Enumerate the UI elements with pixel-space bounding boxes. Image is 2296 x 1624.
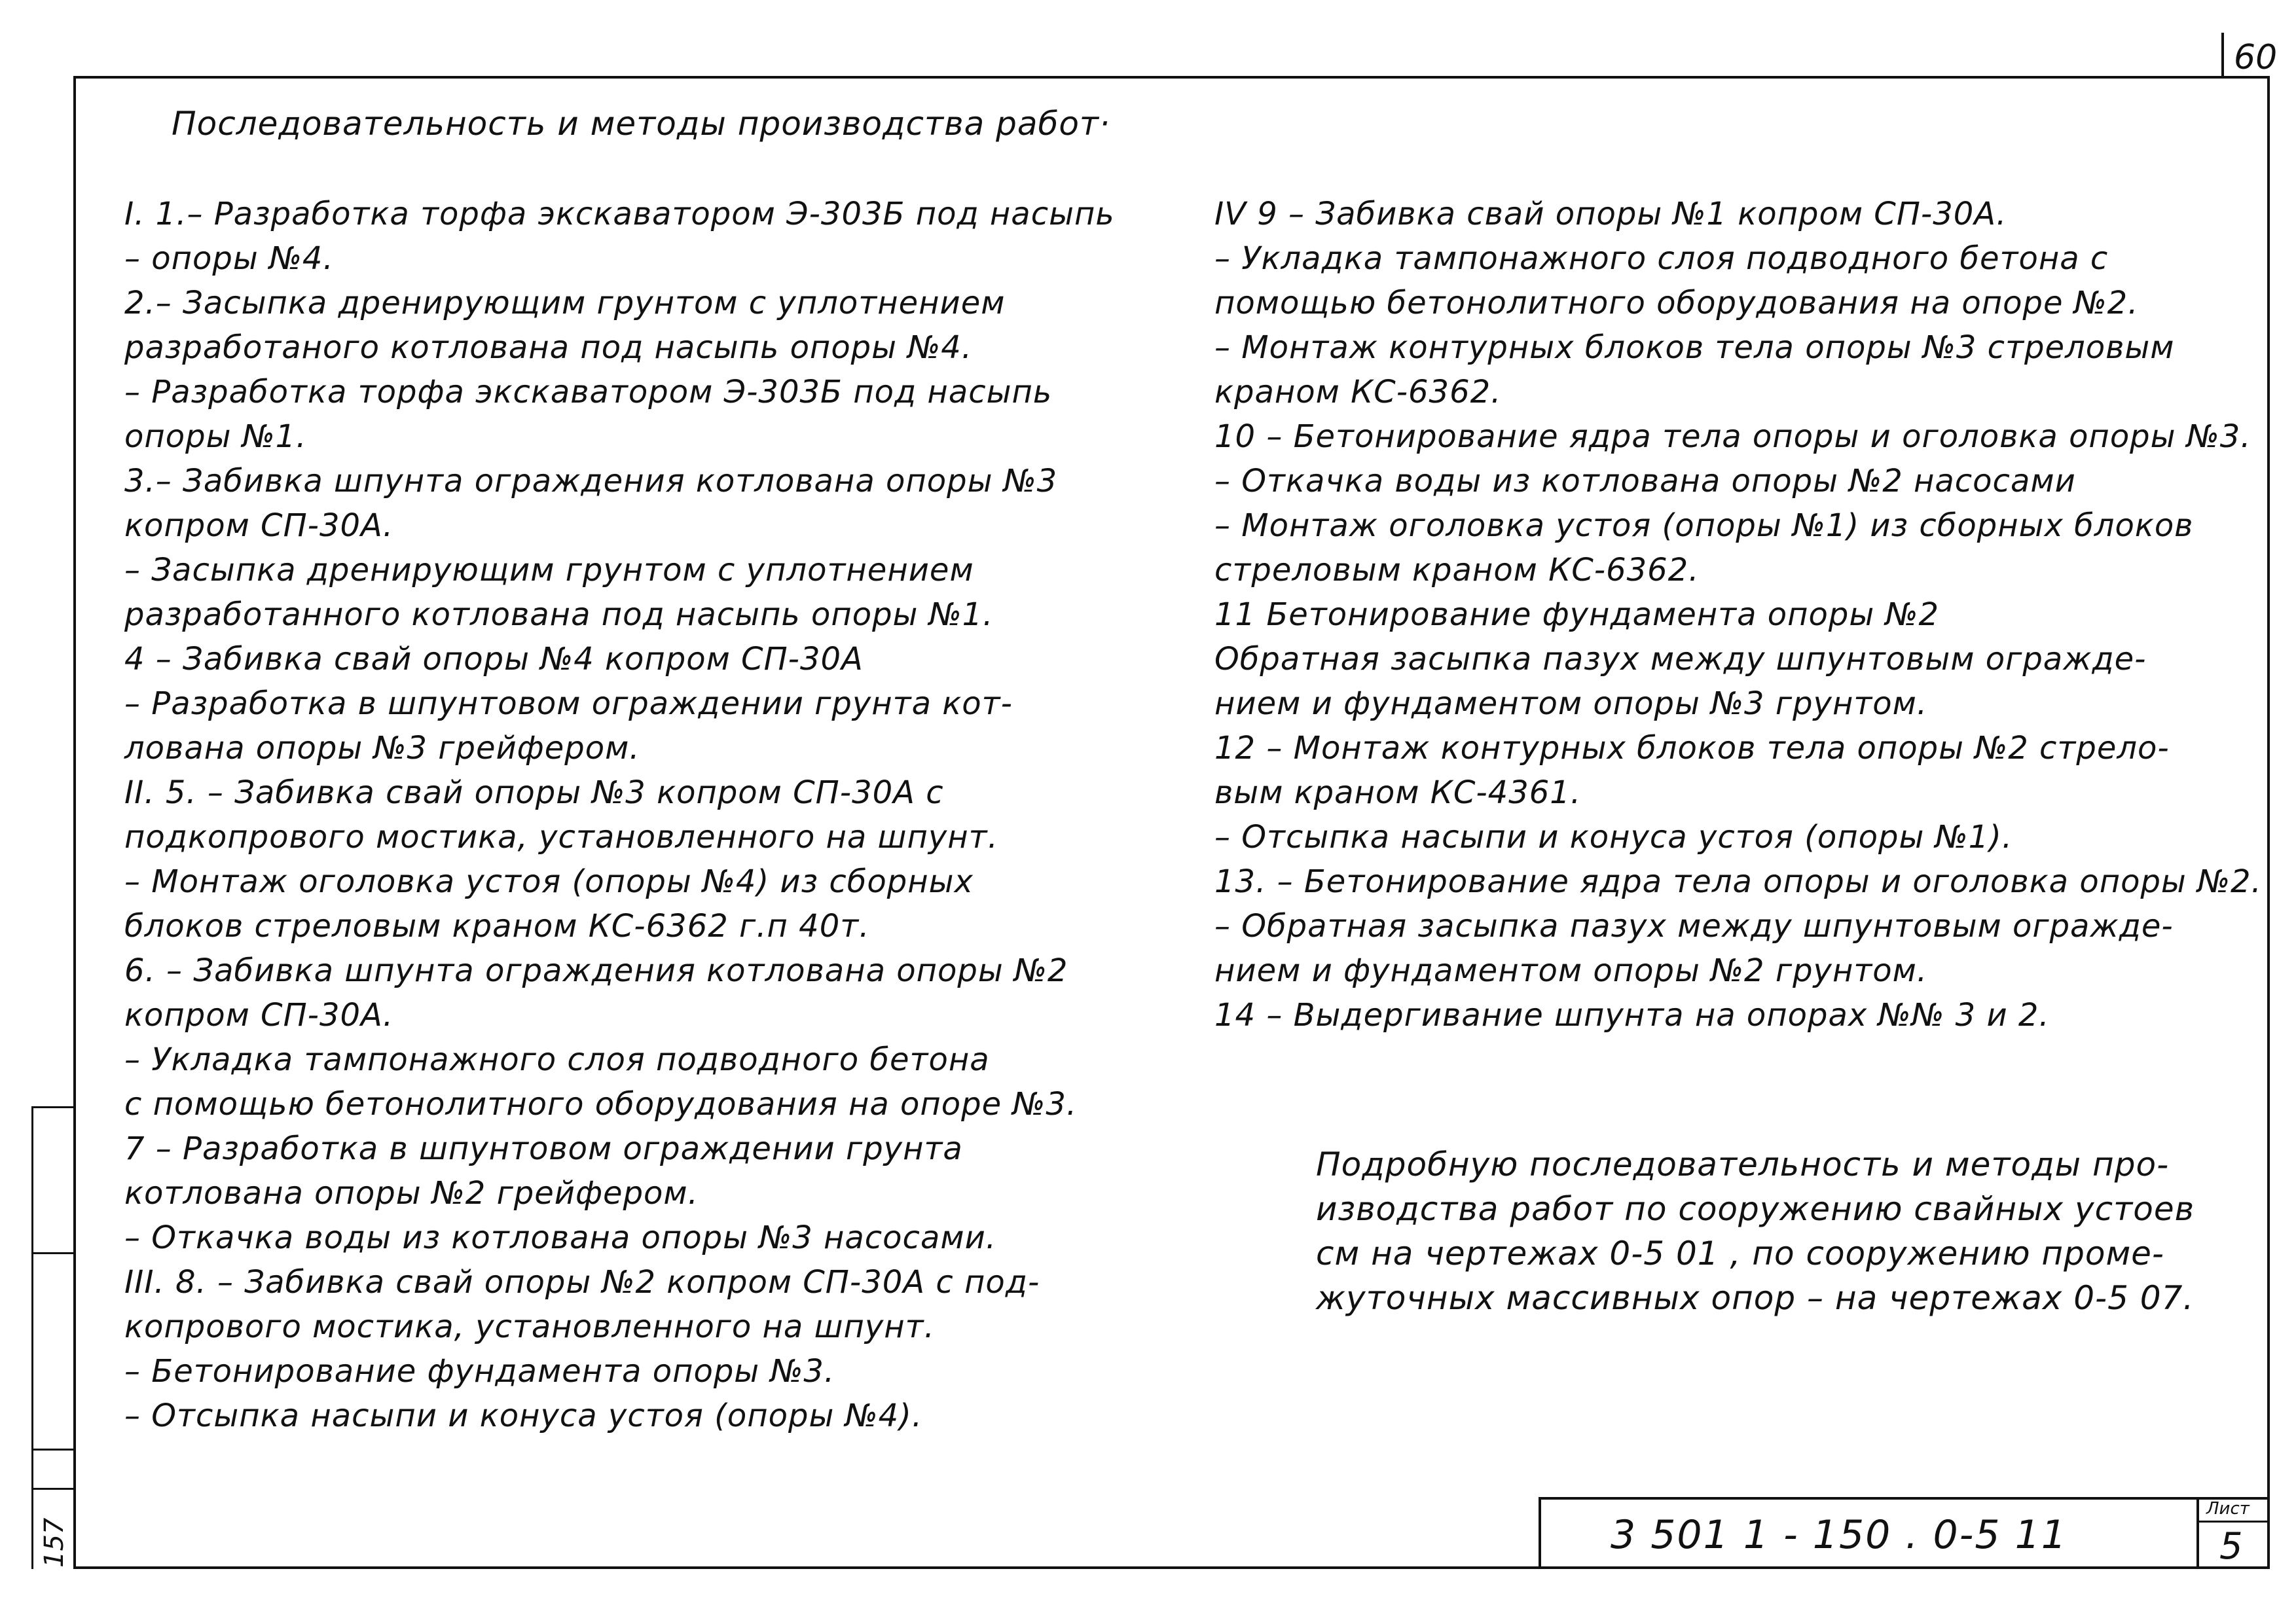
side-inventory-number: 157 <box>39 1517 69 1568</box>
list-item: копром СП-30А. <box>124 507 394 544</box>
list-item: лована опоры №3 грейфером. <box>124 730 640 767</box>
side-strip <box>31 1106 73 1569</box>
sheet-label: Лист <box>2206 1499 2250 1519</box>
list-item: нием и фундаментом опоры №3 грунтом. <box>1214 685 1928 722</box>
list-item: помощью бетонолитного оборудования на опоре №2. <box>1214 285 2139 321</box>
left-column <box>124 192 1146 1438</box>
sheet-number: 5 <box>2219 1525 2243 1568</box>
list-item: – Отсыпка насыпи и конуса устоя (опоры №1). <box>1214 819 2013 856</box>
page-title: Последовательность и методы производства работ· <box>172 105 1110 143</box>
list-item: с помощью бетонолитного оборудования на опоре №3. <box>124 1086 1078 1123</box>
list-item: разработаного котлована под насыпь опоры №4. <box>124 329 973 366</box>
list-item: – Монтаж оголовка устоя (опоры №4) из сборных <box>124 863 974 900</box>
list-item: III. 8. – Забивка свай опоры №2 копром СП-30А с под- <box>124 1264 1040 1301</box>
list-item: I. 1.– Разработка торфа экскаватором Э-303Б под насыпь <box>124 196 1115 232</box>
list-item: – опоры №4. <box>124 240 334 277</box>
list-item: 14 – Выдергивание шпунта на опорах №№ 3 и 2. <box>1214 997 2050 1034</box>
list-item: – Монтаж контурных блоков тела опоры №3 стреловым <box>1214 329 2175 366</box>
list-item: 3.– Забивка шпунта ограждения котлована опоры №3 <box>124 463 1058 499</box>
list-item: IV 9 – Забивка свай опоры №1 копром СП-30А. <box>1214 196 2007 232</box>
list-item: копром СП-30А. <box>124 997 394 1034</box>
list-item: II. 5. – Забивка свай опоры №3 копром СП-30А с <box>124 774 944 811</box>
note-line: изводства работ по сооружению свайных устоев <box>1316 1190 2195 1228</box>
list-item: разработанного котлована под насыпь опоры №1. <box>124 596 994 633</box>
list-item: – Монтаж оголовка устоя (опоры №1) из сборных блоков <box>1214 507 2194 544</box>
list-item: 13. – Бетонирование ядра тела опоры и оголовка опоры №2. <box>1214 863 2262 900</box>
list-item: вым краном КС-4361. <box>1214 774 1582 811</box>
list-item: 10 – Бетонирование ядра тела опоры и оголовка опоры №3. <box>1214 418 2251 455</box>
list-item: – Разработка в шпунтовом ограждении грунта кот- <box>124 685 1013 722</box>
list-item: 7 – Разработка в шпунтовом ограждении грунта <box>124 1130 963 1167</box>
list-item: краном КС-6362. <box>1214 374 1502 410</box>
list-item: 2.– Засыпка дренирующим грунтом с уплотнением <box>124 285 1006 321</box>
list-item: 6. – Забивка шпунта ограждения котлована опоры №2 <box>124 952 1068 989</box>
list-item: стреловым краном КС-6362. <box>1214 552 1700 588</box>
note-line: жуточных массивных опор – на чертежах 0-5 07. <box>1316 1279 2195 1317</box>
list-item: нием и фундаментом опоры №2 грунтом. <box>1214 952 1928 989</box>
list-item: – Откачка воды из котлована опоры №3 насосами. <box>124 1219 997 1256</box>
list-item: копрового мостика, установленного на шпунт. <box>124 1308 935 1345</box>
list-item: – Обратная засыпка пазух между шпунтовым огражде- <box>1214 908 2174 945</box>
list-item: – Бетонирование фундамента опоры №3. <box>124 1353 835 1390</box>
list-item: опоры №1. <box>124 418 307 455</box>
list-item: подкопрового мостика, установленного на шпунт. <box>124 819 998 856</box>
reference-note <box>1316 1142 2195 1320</box>
list-item: – Укладка тампонажного слоя подводного бетона <box>124 1041 990 1078</box>
note-line: Подробную последовательность и методы про- <box>1316 1146 2170 1183</box>
list-item: котлована опоры №2 грейфером. <box>124 1175 699 1212</box>
list-item: 11 Бетонирование фундамента опоры №2 <box>1214 596 1939 633</box>
list-item: – Укладка тампонажного слоя подводного бетона с <box>1214 240 2109 277</box>
list-item: – Откачка воды из котлована опоры №2 насосами <box>1214 463 2076 499</box>
list-item: Обратная засыпка пазух между шпунтовым огражде- <box>1214 641 2147 677</box>
right-column <box>1214 192 2262 1038</box>
list-item: – Отсыпка насыпи и конуса устоя (опоры №4). <box>124 1398 923 1434</box>
list-item: – Разработка торфа экскаватором Э-303Б под насыпь <box>124 374 1053 410</box>
list-item: блоков стреловым краном КС-6362 г.п 40т. <box>124 908 870 945</box>
list-item: 12 – Монтаж контурных блоков тела опоры №2 стрело- <box>1214 730 2170 767</box>
list-item: 4 – Забивка свай опоры №4 копром СП-30А <box>124 641 864 677</box>
document-code: 3 501 1 - 150 . 0-5 11 <box>1611 1512 2068 1558</box>
page-number: 60 <box>2234 38 2278 77</box>
note-line: см на чертежах 0-5 01 , по сооружению проме- <box>1316 1235 2164 1272</box>
list-item: – Засыпка дренирующим грунтом с уплотнением <box>124 552 974 588</box>
